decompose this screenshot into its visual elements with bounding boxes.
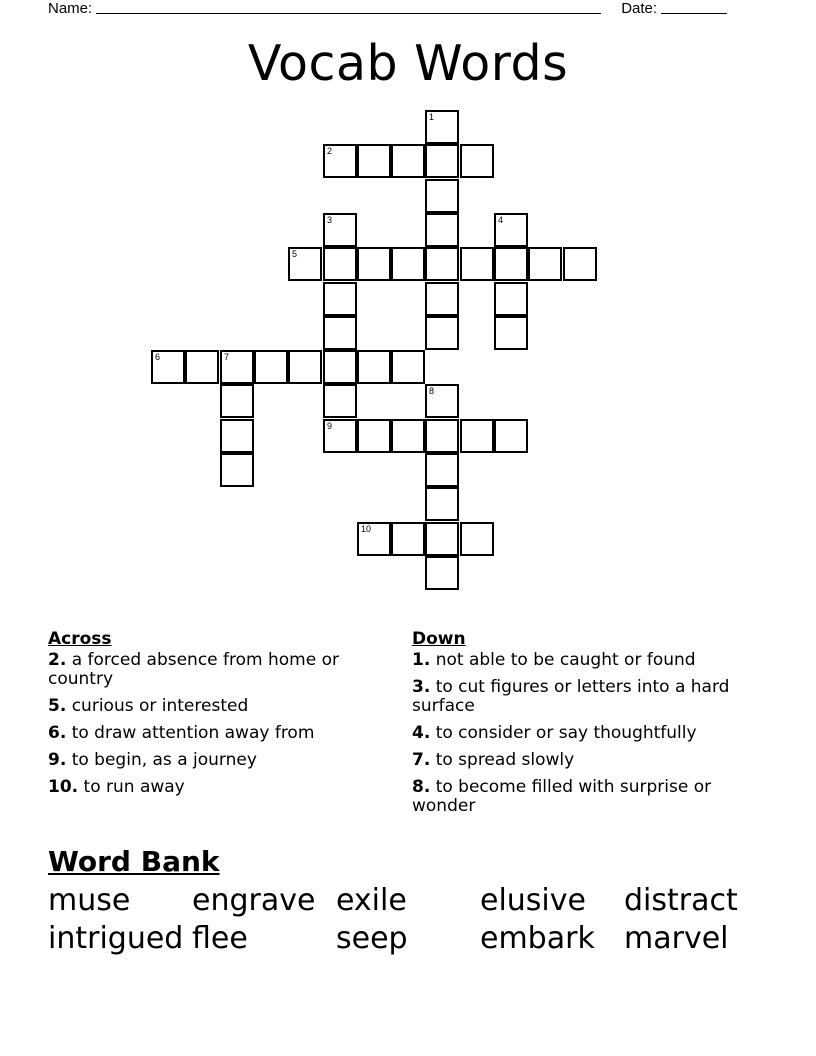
word-bank-heading: Word Bank [48,845,220,878]
clue-text: not able to be caught or found [435,650,696,670]
page-title: Vocab Words [247,35,569,92]
crossword-cell[interactable] [425,419,459,453]
down-clue [412,651,757,670]
crossword-cell[interactable] [528,247,562,281]
down-clue [412,724,757,743]
crossword-cell[interactable] [425,316,459,350]
crossword-cell[interactable] [425,487,459,521]
crossword-cell[interactable] [357,522,391,556]
clue-text: to begin, as a journey [71,750,257,770]
crossword-cell[interactable] [460,247,494,281]
cell-number: 5 [292,249,298,259]
cell-number: 3 [327,215,333,225]
down-clue [412,678,757,716]
across-heading: Across [48,629,112,649]
word-bank-word: distract [624,883,738,918]
date-label: Date: [621,0,658,17]
clue-text: to become filled with surprise or wonder [412,777,712,816]
word-bank-word: engrave [192,883,316,918]
clue-text: to spread slowly [435,750,575,770]
crossword-cell[interactable] [254,350,288,384]
crossword-cell[interactable] [323,213,357,247]
crossword-cell[interactable] [494,213,528,247]
cell-number: 8 [429,386,435,396]
crossword-cell[interactable] [323,144,357,178]
cell-number: 1 [429,112,435,122]
crossword-cell[interactable] [425,179,459,213]
clue-text: a forced absence from home or country [48,650,339,689]
clue-text: to cut figures or letters into a hard surface [412,677,730,716]
clue-number: 4. [412,723,431,743]
crossword-cell[interactable] [425,213,459,247]
crossword-cell[interactable] [494,247,528,281]
crossword-cell[interactable] [494,419,528,453]
crossword-cell[interactable] [391,247,425,281]
across-clue [48,651,393,689]
clue-number: 9. [48,750,67,770]
across-clues [48,630,393,805]
crossword-cell[interactable] [323,247,357,281]
word-bank-word: seep [336,921,408,956]
crossword-cell[interactable] [425,522,459,556]
cell-number: 10 [361,524,372,534]
name-label: Name: [48,0,93,17]
clue-text: to run away [83,777,185,797]
crossword-cell[interactable] [323,419,357,453]
word-bank-word: flee [192,921,248,956]
word-bank-word: embark [480,921,595,956]
cell-number: 9 [327,421,333,431]
crossword-cell[interactable] [220,350,254,384]
clue-number: 6. [48,723,67,743]
crossword-cell[interactable] [425,384,459,418]
crossword-cell[interactable] [288,350,322,384]
word-bank-word: elusive [480,883,586,918]
crossword-cell[interactable] [357,350,391,384]
crossword-cell[interactable] [357,247,391,281]
crossword-cell[interactable] [323,350,357,384]
cell-number: 6 [155,352,161,362]
crossword-cell[interactable] [357,419,391,453]
crossword-cell[interactable] [494,282,528,316]
down-clue [412,778,757,816]
word-bank-word: muse [48,883,131,918]
word-bank-word: exile [336,883,407,918]
across-clue [48,697,393,716]
across-clue [48,724,393,743]
cell-number: 7 [224,352,230,362]
cell-number: 2 [327,146,333,156]
crossword-cell[interactable] [185,350,219,384]
crossword-cell[interactable] [425,144,459,178]
crossword-cell[interactable] [425,282,459,316]
clue-number: 10. [48,777,79,797]
across-clue [48,778,393,797]
word-bank-word: marvel [624,921,729,956]
clue-number: 2. [48,650,67,670]
crossword-cell[interactable] [425,453,459,487]
clue-text: curious or interested [71,696,249,716]
crossword-cell[interactable] [391,522,425,556]
crossword-cell[interactable] [391,350,425,384]
down-heading: Down [412,629,466,649]
down-clues [412,630,757,824]
down-clue [412,751,757,770]
clue-number: 7. [412,750,431,770]
crossword-cell[interactable] [391,144,425,178]
clue-number: 5. [48,696,67,716]
crossword-cell[interactable] [323,384,357,418]
crossword-cell[interactable] [220,419,254,453]
crossword-cell[interactable] [460,144,494,178]
crossword-cell[interactable] [357,144,391,178]
crossword-cell[interactable] [323,316,357,350]
crossword-cell[interactable] [425,110,459,144]
crossword-cell[interactable] [494,316,528,350]
crossword-cell[interactable] [460,419,494,453]
crossword-cell[interactable] [220,384,254,418]
crossword-cell[interactable] [220,453,254,487]
clue-number: 3. [412,677,431,697]
crossword-cell[interactable] [288,247,322,281]
crossword-cell[interactable] [391,419,425,453]
across-clue [48,751,393,770]
clue-number: 1. [412,650,431,670]
clue-text: to consider or say thoughtfully [435,723,697,743]
crossword-cell[interactable] [151,350,185,384]
cell-number: 4 [498,215,504,225]
clue-number: 8. [412,777,431,797]
crossword-cell[interactable] [425,247,459,281]
crossword-cell[interactable] [425,556,459,590]
crossword-cell[interactable] [323,282,357,316]
clue-text: to draw attention away from [71,723,315,743]
word-bank-word: intrigued [48,921,184,956]
crossword-cell[interactable] [563,247,597,281]
crossword-cell[interactable] [460,522,494,556]
